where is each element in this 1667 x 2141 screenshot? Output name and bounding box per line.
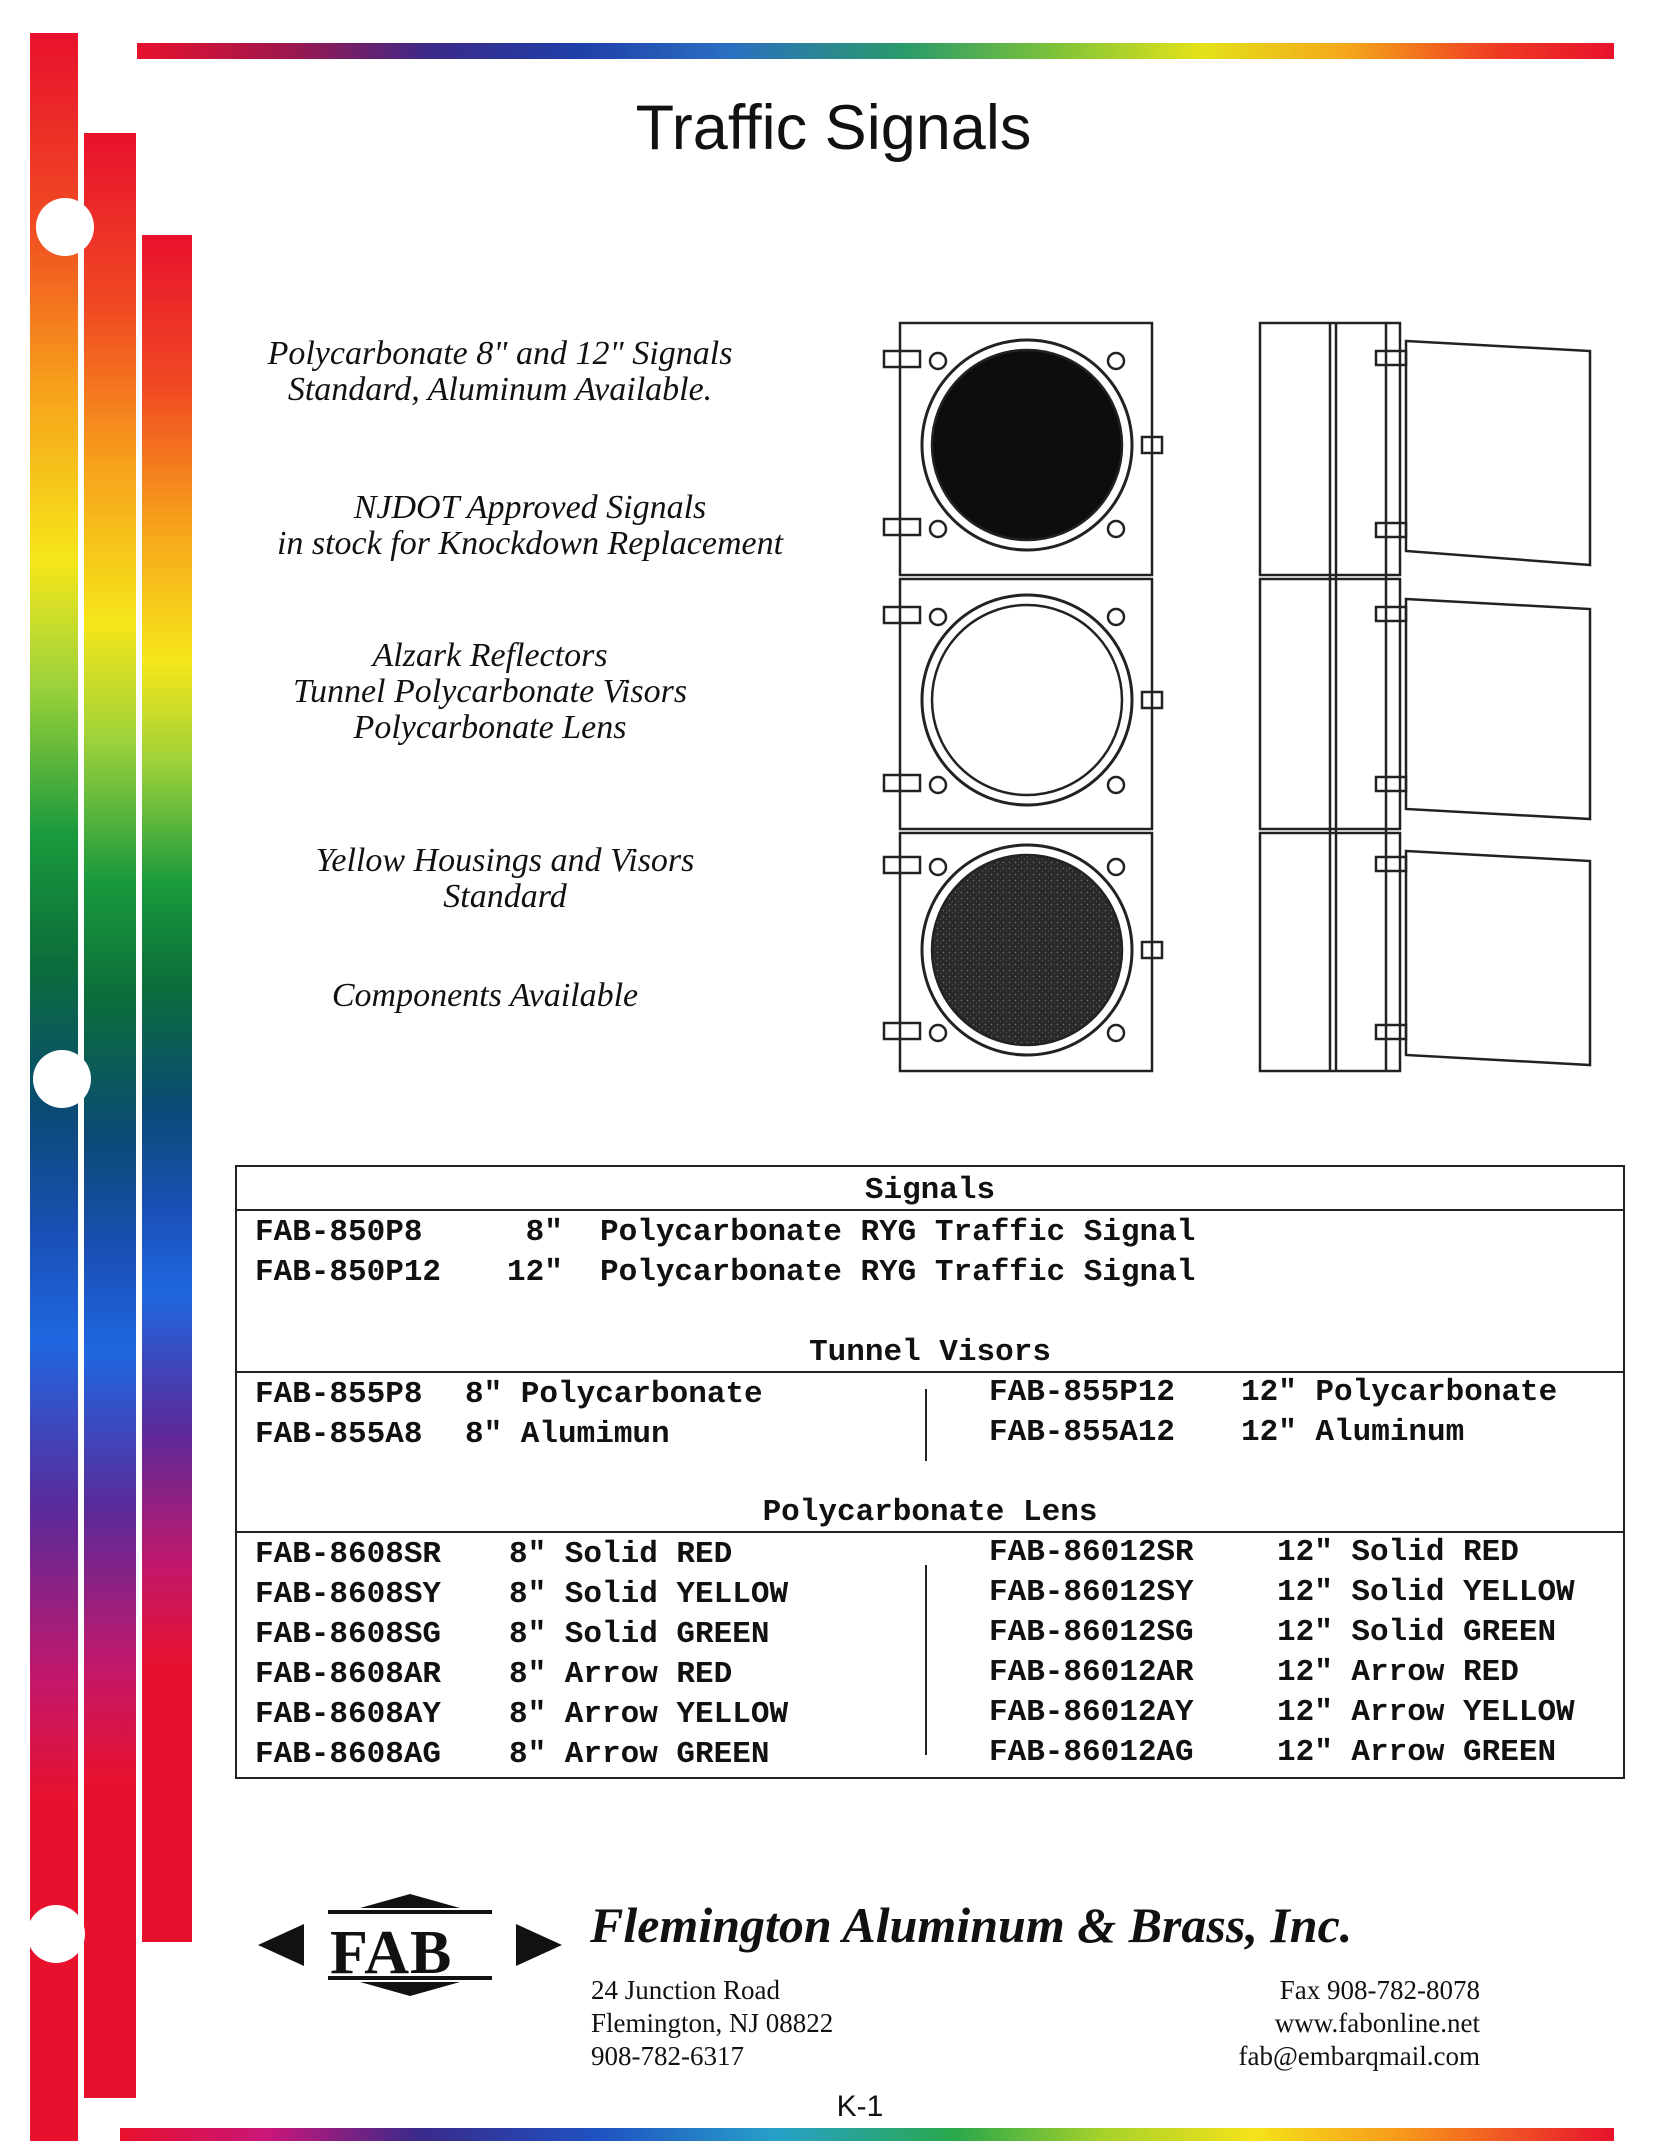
table-row — [509, 1657, 732, 1692]
feature-line: in stock for Knockdown Replacement — [276, 525, 784, 562]
product-code: FAB-8608SY — [255, 1577, 442, 1612]
page-number: K-1 — [836, 2090, 884, 2123]
table-row — [509, 1697, 788, 1732]
product-desc: 8" Alumimun — [465, 1417, 670, 1452]
rainbow-bar-3 — [142, 235, 192, 1942]
table-row — [255, 1377, 422, 1412]
feature-line: Components Available — [331, 977, 639, 1014]
product-desc: 12" Solid YELLOW — [1277, 1575, 1575, 1610]
table-row — [1277, 1695, 1575, 1730]
visor-middle — [1406, 599, 1590, 819]
product-desc: 8" Arrow GREEN — [509, 1737, 770, 1772]
product-desc: 12" Polycarbonate — [1241, 1375, 1558, 1410]
feature-njdot — [220, 490, 840, 562]
product-desc: 12" Arrow RED — [1277, 1655, 1519, 1690]
product-code: FAB-855P8 — [255, 1377, 423, 1412]
product-desc: 8" Polycarbonate RYG Traffic Signal — [507, 1215, 1196, 1250]
product-desc: 8" Polycarbonate — [465, 1377, 763, 1412]
binder-hole — [27, 1905, 85, 1963]
table-row — [989, 1415, 1175, 1450]
table-row — [255, 1577, 441, 1612]
table-row — [1277, 1575, 1575, 1610]
feature-components-list — [220, 638, 760, 746]
column-divider — [925, 1565, 927, 1755]
table-row — [509, 1737, 769, 1772]
product-desc: 12" Aluminum — [1241, 1415, 1465, 1450]
feature-line: Tunnel Polycarbonate Visors — [292, 673, 688, 710]
product-table — [235, 1165, 1625, 1779]
feature-line: NJDOT Approved Signals — [353, 489, 707, 526]
rainbow-bar-bottom — [120, 2128, 1614, 2141]
table-row — [255, 1215, 422, 1250]
table-row — [255, 1417, 422, 1452]
section-heading-signals: Signals — [864, 1173, 996, 1208]
visor-top — [1406, 341, 1590, 565]
table-row — [507, 1255, 1195, 1290]
section-heading-lens: Polycarbonate Lens — [762, 1495, 1098, 1530]
page-title: Traffic Signals — [635, 93, 1032, 163]
address-block — [591, 1974, 833, 2073]
divider — [237, 1209, 1623, 1211]
table-row — [255, 1537, 441, 1572]
product-code: FAB-850P8 — [255, 1215, 423, 1250]
binder-hole — [33, 1050, 91, 1108]
product-desc: 8" Solid YELLOW — [509, 1577, 789, 1612]
table-row — [509, 1537, 732, 1572]
product-code: FAB-86012SG — [989, 1615, 1194, 1650]
product-code: FAB-8608AY — [255, 1697, 442, 1732]
table-row — [465, 1377, 763, 1412]
feature-line: Polycarbonate 8" and 12" Signals — [267, 335, 733, 372]
contact-block — [1130, 1974, 1480, 2073]
table-row — [1241, 1375, 1557, 1410]
product-desc: 8" Solid GREEN — [509, 1617, 770, 1652]
rainbow-bar-top — [137, 43, 1614, 59]
table-row — [509, 1617, 769, 1652]
table-row — [465, 1417, 670, 1452]
table-row — [1241, 1415, 1464, 1450]
email-link[interactable]: fab@embarqmail.com — [1238, 2041, 1480, 2071]
product-desc: 12" Solid GREEN — [1277, 1615, 1557, 1650]
product-code: FAB-855A8 — [255, 1417, 423, 1452]
table-row — [1277, 1535, 1519, 1570]
table-row — [989, 1535, 1194, 1570]
table-row — [507, 1215, 1195, 1250]
table-row — [1277, 1655, 1519, 1690]
table-row — [255, 1697, 441, 1732]
product-desc: 8" Arrow YELLOW — [509, 1697, 789, 1732]
product-code: FAB-8608SG — [255, 1617, 442, 1652]
product-code: FAB-86012AY — [989, 1695, 1194, 1730]
binder-hole — [36, 198, 94, 256]
feature-line: Alzark Reflectors — [372, 637, 608, 674]
feature-line: Standard — [443, 878, 567, 915]
rainbow-bar-2 — [84, 133, 136, 2098]
divider — [237, 1531, 1623, 1533]
divider — [237, 1371, 1623, 1373]
table-row — [1277, 1735, 1556, 1770]
table-row — [255, 1737, 441, 1772]
feature-line: Yellow Housings and Visors — [315, 842, 695, 879]
feature-yellow-housings — [220, 843, 790, 915]
table-row — [989, 1375, 1175, 1410]
product-code: FAB-86012SR — [989, 1535, 1194, 1570]
product-code: FAB-86012AR — [989, 1655, 1194, 1690]
column-divider — [925, 1389, 927, 1461]
product-desc: 12" Arrow GREEN — [1277, 1735, 1557, 1770]
table-row — [989, 1575, 1194, 1610]
traffic-signal-illustration — [870, 315, 1610, 1075]
table-row — [255, 1617, 441, 1652]
fax: Fax 908-782-8078 — [1279, 1975, 1480, 2005]
visor-bottom — [1406, 851, 1590, 1065]
product-code: FAB-86012SY — [989, 1575, 1194, 1610]
table-row — [989, 1695, 1194, 1730]
table-row — [989, 1615, 1194, 1650]
product-code: FAB-8608AR — [255, 1657, 442, 1692]
table-row — [1277, 1615, 1556, 1650]
product-desc: 8" Solid RED — [509, 1537, 733, 1572]
product-desc: 8" Arrow RED — [509, 1657, 733, 1692]
website-link[interactable]: www.fabonline.net — [1274, 2008, 1480, 2038]
product-desc: 12" Polycarbonate RYG Traffic Signal — [507, 1255, 1196, 1290]
company-name: Flemington Aluminum & Brass, Inc. — [590, 1897, 1353, 1953]
product-code: FAB-8608SR — [255, 1537, 442, 1572]
feature-line: Standard, Aluminum Available. — [287, 371, 713, 408]
address-line: Flemington, NJ 08822 — [591, 2008, 834, 2038]
table-row — [989, 1735, 1194, 1770]
product-code: FAB-850P12 — [255, 1255, 442, 1290]
feature-signals — [220, 336, 780, 408]
logo-text: FAB — [330, 1919, 453, 1987]
address-line: 24 Junction Road — [591, 1975, 780, 2005]
product-code: FAB-86012AG — [989, 1735, 1194, 1770]
product-code: FAB-855P12 — [989, 1375, 1176, 1410]
section-heading-visors: Tunnel Visors — [809, 1335, 1051, 1370]
product-desc: 12" Solid RED — [1277, 1535, 1519, 1570]
feature-line: Polycarbonate Lens — [353, 709, 627, 746]
product-desc: 12" Arrow YELLOW — [1277, 1695, 1575, 1730]
feature-components-available — [220, 978, 750, 1014]
product-code: FAB-8608AG — [255, 1737, 442, 1772]
table-row — [509, 1577, 788, 1612]
phone: 908-782-6317 — [591, 2041, 744, 2071]
table-row — [989, 1655, 1194, 1690]
table-row — [255, 1255, 441, 1290]
table-row — [255, 1657, 441, 1692]
product-code: FAB-855A12 — [989, 1415, 1176, 1450]
